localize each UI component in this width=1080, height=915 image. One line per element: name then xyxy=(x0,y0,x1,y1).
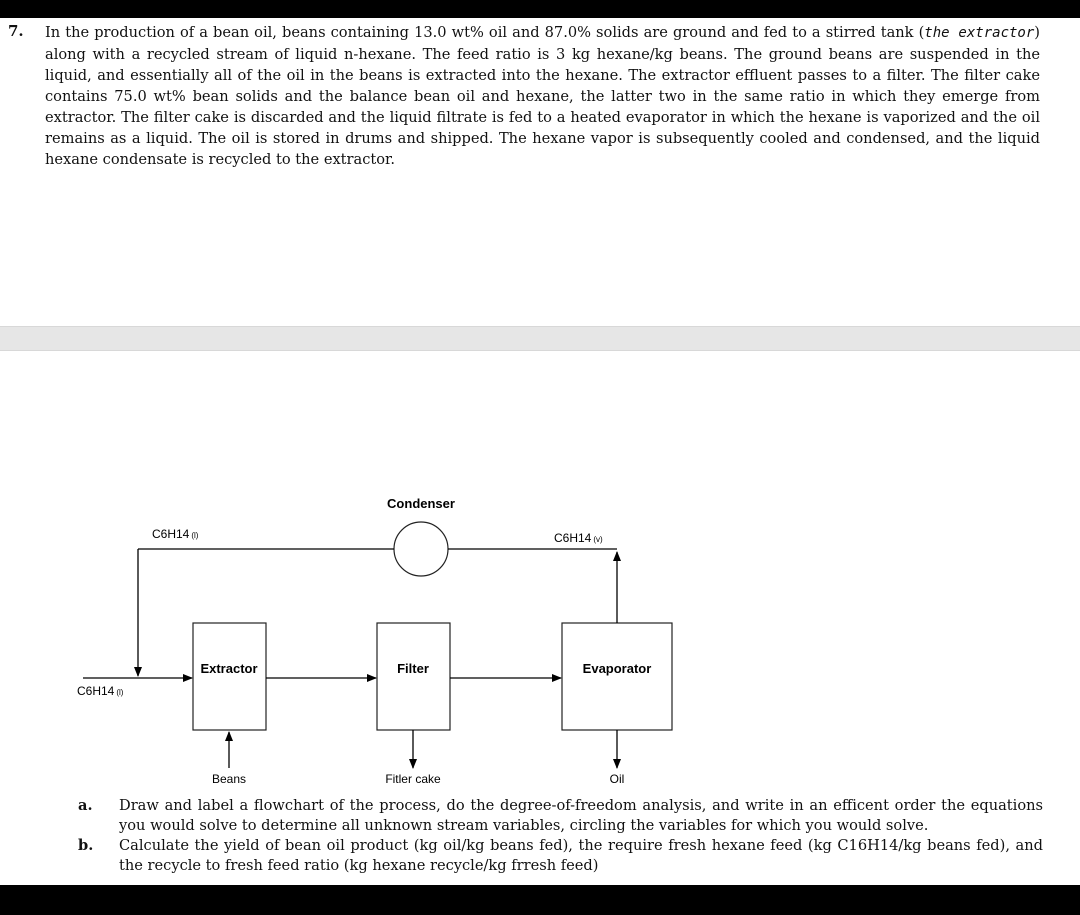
fresh-hexane-formula: C6H14 xyxy=(77,684,115,698)
gray-separator-band xyxy=(0,326,1080,351)
evaporator-label: Evaporator xyxy=(582,661,652,676)
question-number: 7. xyxy=(8,22,24,40)
recycle-hexane-phase: (l) xyxy=(191,531,199,540)
filter-label: Filter xyxy=(397,661,429,676)
process-flowchart xyxy=(0,480,1080,795)
condenser-label: Condenser xyxy=(387,496,455,511)
question-parts xyxy=(78,796,1043,876)
filter-cake-label: Fitler cake xyxy=(385,772,441,786)
problem-text-emphasis: the extractor xyxy=(924,25,1035,41)
oil-label: Oil xyxy=(609,772,625,786)
recycle-hexane-label xyxy=(152,527,199,541)
top-black-bar xyxy=(0,0,1080,18)
fresh-hexane-label xyxy=(77,684,124,698)
part-a-text: Draw and label a flowchart of the process, do the degree-of-freedom analysis, and write in an efficent order the equations you would solve to determine all unknown stream variables, circling the variables for which you would solve. xyxy=(119,797,1043,834)
part-a xyxy=(78,796,1043,836)
fresh-hexane-phase: (l) xyxy=(116,688,124,697)
part-a-letter: a. xyxy=(78,797,93,814)
filter-box xyxy=(377,623,450,730)
extractor-label: Extractor xyxy=(200,661,258,676)
evaporator-box xyxy=(562,623,672,730)
condenser-circle xyxy=(394,522,448,576)
part-b-letter: b. xyxy=(78,837,94,854)
extractor-box xyxy=(193,623,266,730)
bottom-black-bar xyxy=(0,885,1080,915)
vapor-hexane-formula: C6H14 xyxy=(554,531,592,545)
problem-statement xyxy=(45,22,1040,170)
part-b-text: Calculate the yield of bean oil product (kg oil/kg beans fed), the require fresh hexane feed (kg C16H14/kg beans fed), and the recycle to fresh feed ratio (kg hexane recycle/kg frresh feed) xyxy=(119,837,1043,874)
beans-label: Beans xyxy=(211,772,247,786)
problem-text-part-1: In the production of a bean oil, beans containing 13.0 wt% oil and 87.0% solids are ground and fed to a stirred tank ( xyxy=(45,24,925,41)
vapor-hexane-phase: (v) xyxy=(593,535,603,544)
part-b xyxy=(78,836,1043,876)
problem-text-part-2: ) along with a recycled stream of liquid n-hexane. The feed ratio is 3 kg hexane/kg beans. The ground beans are suspended in the liquid, and essentially all of the oil in the beans is extracted into the hexane. The extractor effluent passes to a filter. The filter cake contains 75.0 wt% bean solids and the balance bean oil and hexane, the latter two in the same ratio in which they emerge from extractor. The filter cake is discarded and the liquid filtrate is fed to a heated evaporator in which the hexane is vaporized and the oil remains as a liquid. The oil is stored in drums and shipped. The hexane vapor is subsequently cooled and condensed, and the liquid hexane condensate is recycled to the extractor. xyxy=(45,24,1040,168)
vapor-hexane-label xyxy=(554,531,603,545)
recycle-hexane-formula: C6H14 xyxy=(152,527,190,541)
